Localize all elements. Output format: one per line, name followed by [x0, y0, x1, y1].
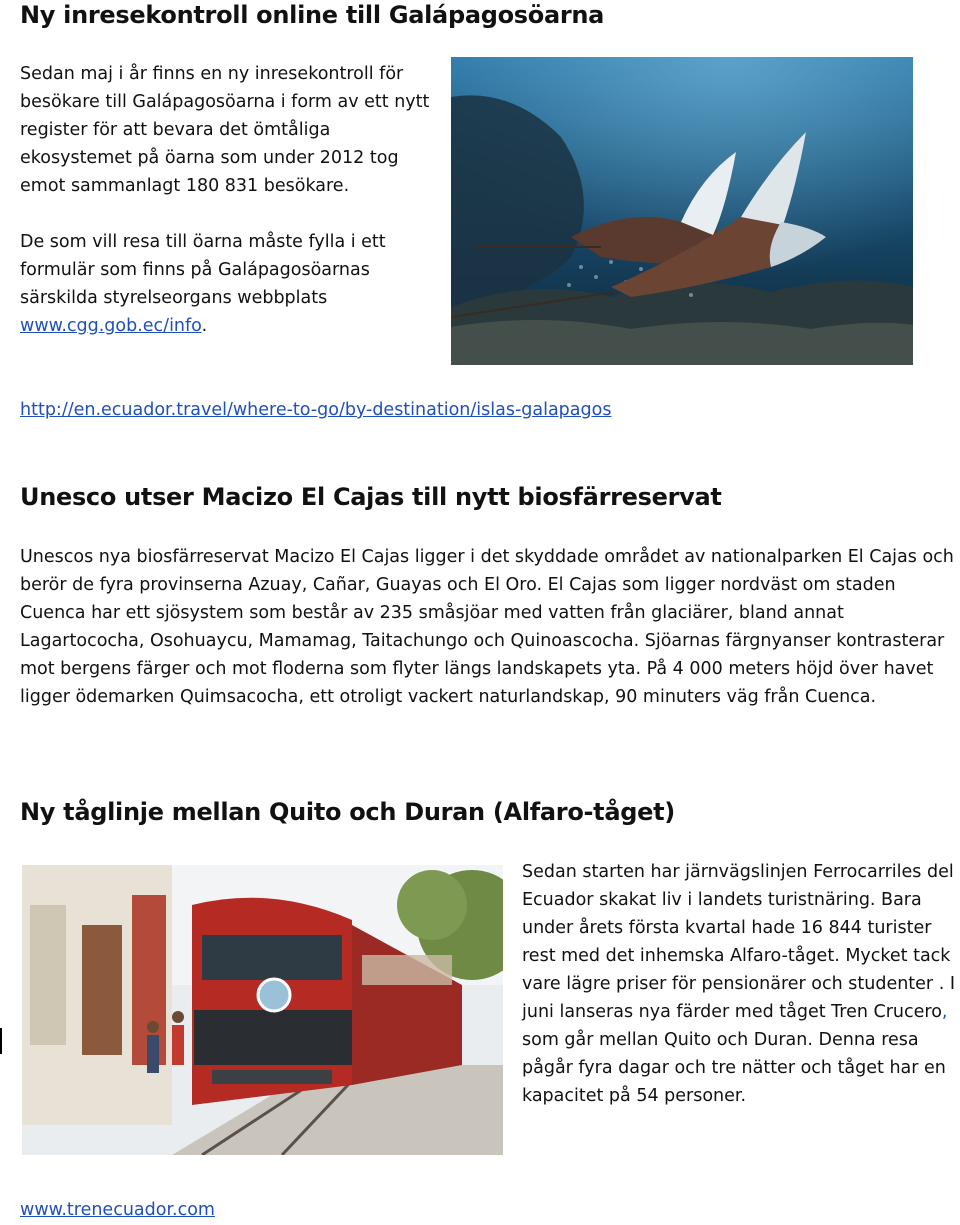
section1-paragraph-2-text: De som vill resa till öarna måste fylla i ett formulär som finns på Galápagosöarnas särskilda styrelseorgans webbplats: [20, 232, 386, 308]
section1-paragraph-1: Sedan maj i år finns en ny inresekontroll för besökare till Galápagosöarna i form av ett nytt register för att bevara det ömtåliga ekosystemet på öarna som under 2012 tog emot sammanlagt 180 831 besökare.: [20, 64, 430, 196]
section1-paragraph-2: [20, 228, 435, 340]
eagle-ray-photo: [451, 57, 913, 365]
section1-paragraph-2-end: .: [201, 316, 208, 336]
section3-body: [522, 858, 960, 1110]
text-cursor: [0, 1028, 2, 1054]
train-photo: [22, 865, 503, 1155]
section2-body: Unescos nya biosfärreservat Macizo El Cajas ligger i det skyddade området av nationalparken El Cajas och berör de fyra provinserna Azuay, Cañar, Guayas och El Oro. El Cajas som ligger nordväst om staden Cuenca har ett sjösystem som består av 235 småsjöar med vatten från glaciärer, bland annat Lagartococha, Osohuaycu, Mamamag, Taitachungo och Quinoascocha. Sjöarnas färgnyanser kontrasterar mot bergens färger och mot floderna som flyter längs landskapets yta. På 4 000 meters höjd över havet ligger ödemarken Quimsacocha, ett otroligt vackert naturlandskap, 90 minuters väg från Cuenca.: [20, 547, 954, 707]
cgg-info-link[interactable]: www.cgg.gob.ec/info: [20, 316, 202, 336]
section3-body-part-a: Sedan starten har järnvägslinjen Ferrocarriles del Ecuador skakat liv i landets turistnäring. Bara under årets första kvartal hade 16 844 turister rest med det inhemska Alfaro-tåget. Mycket tack vare lägre priser för pensionärer och studenter . I juni lanseras nya färder med tåget Tren Crucero: [522, 862, 955, 1022]
galapagos-source-link[interactable]: http://en.ecuador.travel/where-to-go/by-destination/islas-galapagos: [20, 400, 612, 420]
section3-body-part-b: som går mellan Quito och Duran. Denna resa pågår fyra dagar och tre nätter och tåget har en kapacitet på 54 personer.: [522, 1030, 946, 1106]
trenecuador-link[interactable]: www.trenecuador.com: [20, 1200, 215, 1220]
section3-title: Ny tåglinje mellan Quito och Duran (Alfaro-tåget): [20, 798, 675, 826]
section3-body-mark: ,: [941, 1002, 948, 1022]
section1-title: Ny inresekontroll online till Galápagosöarna: [20, 1, 605, 29]
section2-title: Unesco utser Macizo El Cajas till nytt biosfärreservat: [20, 483, 722, 511]
